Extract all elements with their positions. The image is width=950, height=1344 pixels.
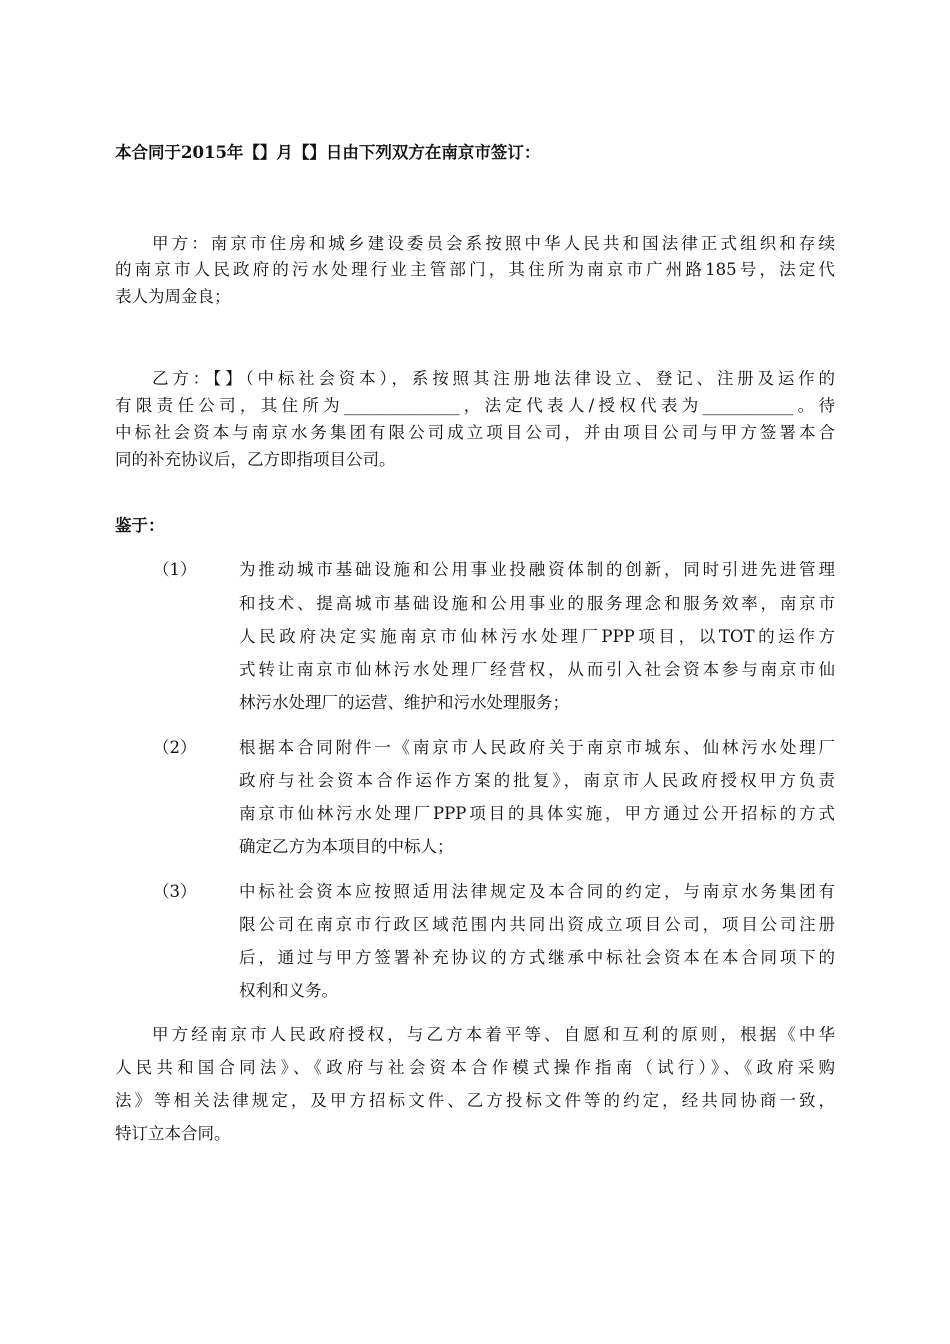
item-number: （2） bbox=[153, 738, 197, 757]
party-a-line: 的南京市人民政府的污水处理行业主管部门，其住所为南京市广州路185号，法定代 bbox=[115, 260, 835, 279]
contract-intro: 本合同于2015年【】月【】日由下列双方在南京市签订： bbox=[115, 143, 541, 162]
closing-line: 特订立本合同。 bbox=[115, 1124, 231, 1143]
item-line: 权利和义务。 bbox=[239, 981, 338, 1000]
item-line: 确定乙方为本项目的中标人； bbox=[239, 837, 454, 856]
item-line: 中标社会资本应按照适用法律规定及本合同的约定，与南京水务集团有 bbox=[239, 882, 835, 901]
party-a-line: 表人为周金良； bbox=[115, 287, 231, 306]
closing-line: 人民共和国合同法》、《政府与社会资本合作模式操作指南（试行）》、《政府采购 bbox=[115, 1058, 835, 1077]
whereas-heading: 鉴于： bbox=[115, 516, 165, 535]
item-line: 为推动城市基础设施和公用事业投融资体制的创新，同时引进先进管理 bbox=[239, 560, 835, 579]
item-line: 林污水处理厂的运营、维护和污水处理服务； bbox=[239, 693, 569, 712]
item-number: （3） bbox=[153, 882, 197, 901]
party-b-line: 乙方：【】（中标社会资本），系按照其注册地法律设立、登记、注册及运作的 bbox=[152, 369, 835, 388]
item-number: （1） bbox=[153, 560, 197, 579]
item-line: 限公司在南京市行政区域范围内共同出资成立项目公司，项目公司注册 bbox=[239, 915, 835, 934]
item-line: 式转让南京市仙林污水处理厂经营权，从而引入社会资本参与南京市仙 bbox=[239, 660, 835, 679]
closing-line: 法》等相关法律规定，及甲方招标文件、乙方投标文件等的约定，经共同协商一致， bbox=[115, 1091, 835, 1110]
party-b-line: 有限责任公司，其住所为______________，法定代表人/授权代表为___________。待 bbox=[115, 396, 835, 415]
party-a-line: 甲方：南京市住房和城乡建设委员会系按照中华人民共和国法律正式组织和存续 bbox=[152, 234, 835, 253]
item-line: 后，通过与甲方签署补充协议的方式继承中标社会资本在本合同项下的 bbox=[239, 948, 835, 967]
party-b-line: 中标社会资本与南京水务集团有限公司成立项目公司，并由项目公司与甲方签署本合 bbox=[115, 423, 835, 442]
item-line: 根据本合同附件一《南京市人民政府关于南京市城东、仙林污水处理厂 bbox=[239, 738, 835, 757]
item-line: 人民政府决定实施南京市仙林污水处理厂PPP项目，以TOT的运作方 bbox=[239, 627, 835, 646]
item-line: 政府与社会资本合作运作方案的批复》，南京市人民政府授权甲方负责 bbox=[239, 771, 835, 790]
party-b-line: 同的补充协议后，乙方即指项目公司。 bbox=[115, 450, 396, 469]
item-line: 和技术、提高城市基础设施和公用事业的服务理念和服务效率，南京市 bbox=[239, 594, 835, 613]
closing-line: 甲方经南京市人民政府授权，与乙方本着平等、自愿和互利的原则，根据《中华 bbox=[152, 1025, 835, 1044]
item-line: 南京市仙林污水处理厂PPP项目的具体实施，甲方通过公开招标的方式 bbox=[239, 804, 835, 823]
